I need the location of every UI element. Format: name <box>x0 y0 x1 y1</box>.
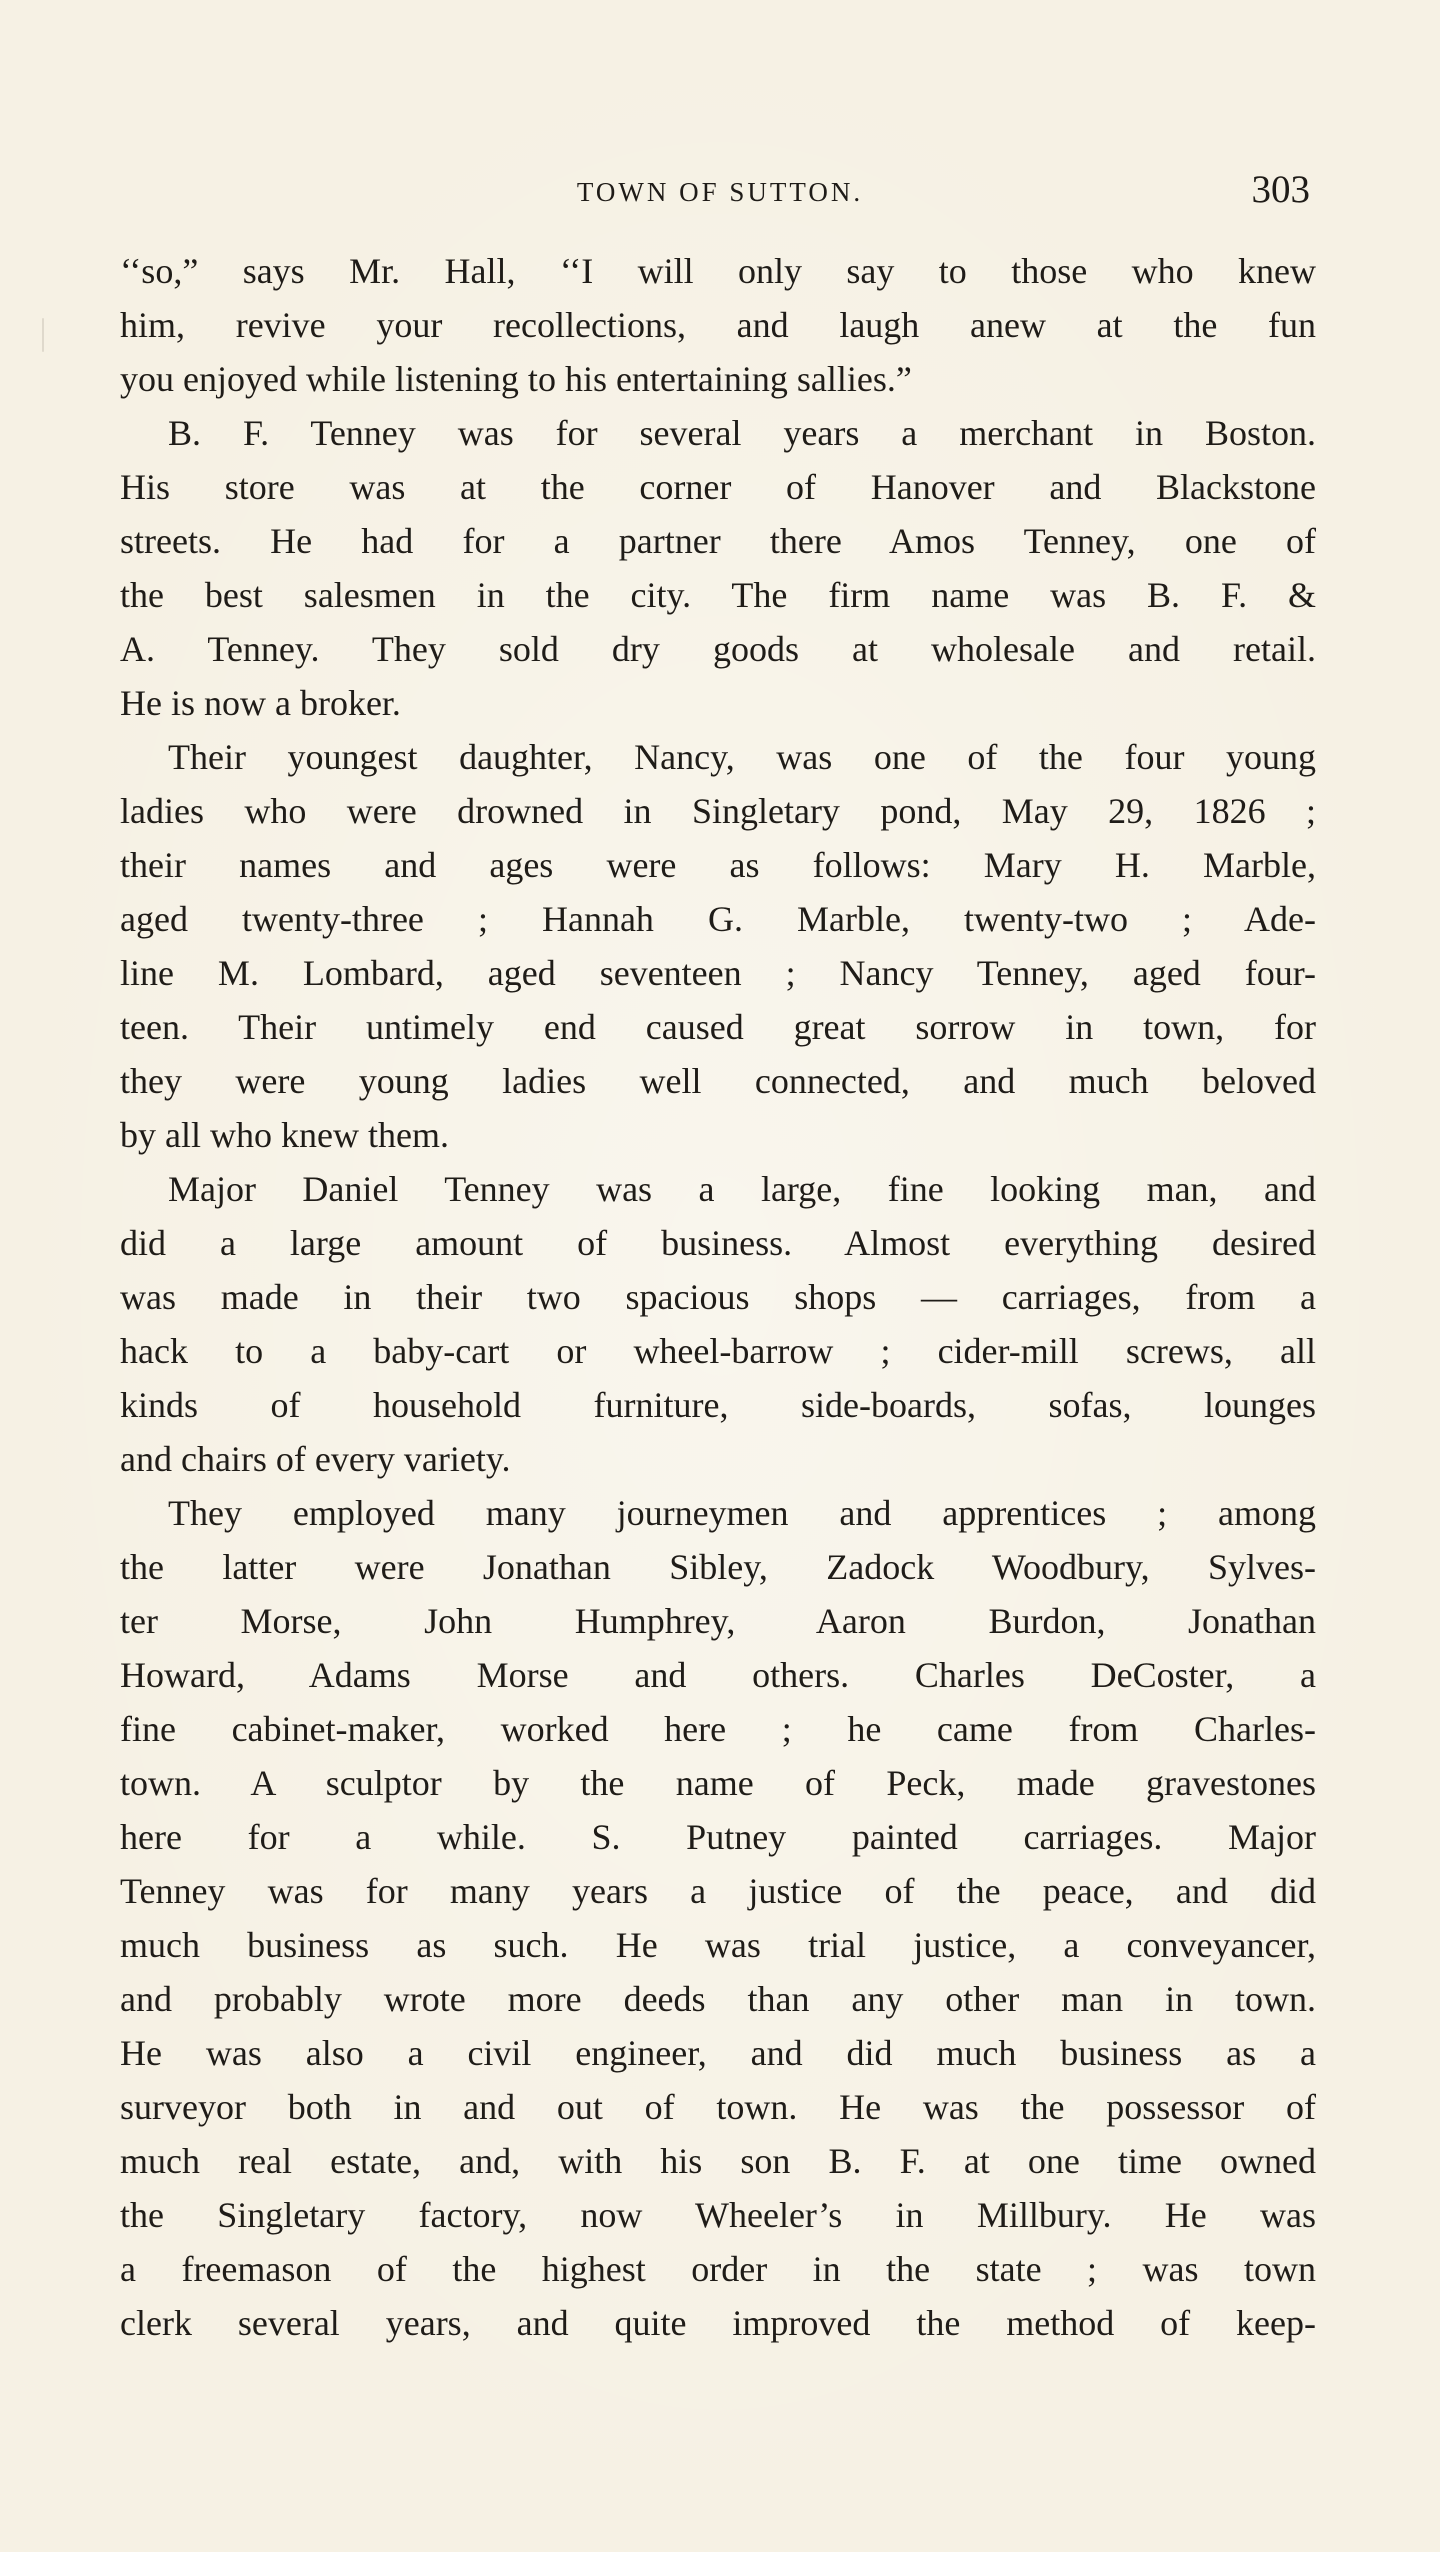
text-line: aged twenty-three ; Hannah G. Marble, twenty-two ; Ade- <box>120 899 1316 939</box>
text-line: He was also a civil engineer, and did much business as a <box>120 2033 1316 2073</box>
text-line: by all who knew them. <box>120 1115 449 1155</box>
text-line: the Singletary factory, now Wheeler’s in Millbury. He was <box>120 2195 1316 2235</box>
page-number: 303 <box>1251 168 1310 211</box>
text-line: ladies who were drowned in Singletary pond, May 29, 1826 ; <box>120 791 1316 831</box>
text-line: kinds of household furniture, side-boards, sofas, lounges <box>120 1385 1316 1425</box>
text-line: ‘‘so,” says Mr. Hall, ‘‘I will only say to those who knew <box>120 251 1316 291</box>
text-line: the best salesmen in the city. The firm name was B. F. & <box>120 575 1316 615</box>
text-line: line M. Lombard, aged seventeen ; Nancy Tenney, aged four- <box>120 953 1316 993</box>
text-line: much business as such. He was trial justice, a conveyancer, <box>120 1925 1316 1965</box>
text-line: A. Tenney. They sold dry goods at wholesale and retail. <box>120 629 1316 669</box>
text-line: Tenney was for many years a justice of the peace, and did <box>120 1871 1316 1911</box>
running-title: TOWN OF SUTTON. <box>576 177 864 207</box>
paragraph-start-line: Major Daniel Tenney was a large, fine looking man, and <box>168 1169 1316 1209</box>
text-line: him, revive your recollections, and laugh anew at the fun <box>120 305 1316 345</box>
text-line: hack to a baby-cart or wheel-barrow ; cider-mill screws, all <box>120 1331 1316 1371</box>
body-text <box>120 244 1316 2350</box>
text-line: teen. Their untimely end caused great sorrow in town, for <box>120 1007 1316 1047</box>
running-head <box>120 168 1320 216</box>
text-line: they were young ladies well connected, and much beloved <box>120 1061 1316 1101</box>
text-line: Howard, Adams Morse and others. Charles DeCoster, a <box>120 1655 1316 1695</box>
text-line: a freemason of the highest order in the state ; was town <box>120 2249 1316 2289</box>
text-line: their names and ages were as follows: Mary H. Marble, <box>120 845 1316 885</box>
text-line: He is now a broker. <box>120 683 401 723</box>
page-gutter-mark <box>42 318 44 352</box>
text-line: did a large amount of business. Almost everything desired <box>120 1223 1316 1263</box>
text-line: and probably wrote more deeds than any other man in town. <box>120 1979 1316 2019</box>
paragraph-start-line: Their youngest daughter, Nancy, was one of the four young <box>168 737 1316 777</box>
text-line: and chairs of every variety. <box>120 1439 511 1479</box>
paragraph-start-line: B. F. Tenney was for several years a merchant in Boston. <box>168 413 1316 453</box>
paragraph-start-line: They employed many journeymen and apprentices ; among <box>168 1493 1316 1533</box>
text-line: you enjoyed while listening to his entertaining sallies.” <box>120 359 912 399</box>
text-line: ter Morse, John Humphrey, Aaron Burdon, Jonathan <box>120 1601 1316 1641</box>
text-line: was made in their two spacious shops — carriages, from a <box>120 1277 1316 1317</box>
text-line: streets. He had for a partner there Amos Tenney, one of <box>120 521 1316 561</box>
text-line: the latter were Jonathan Sibley, Zadock Woodbury, Sylves- <box>120 1547 1316 1587</box>
text-line: His store was at the corner of Hanover and Blackstone <box>120 467 1316 507</box>
text-line: fine cabinet-maker, worked here ; he came from Charles- <box>120 1709 1316 1749</box>
text-line: surveyor both in and out of town. He was the possessor of <box>120 2087 1316 2127</box>
text-line: here for a while. S. Putney painted carriages. Major <box>120 1817 1316 1857</box>
text-line: clerk several years, and quite improved the method of keep- <box>120 2303 1316 2343</box>
text-line: much real estate, and, with his son B. F. at one time owned <box>120 2141 1316 2181</box>
text-line: town. A sculptor by the name of Peck, made gravestones <box>120 1763 1316 1803</box>
